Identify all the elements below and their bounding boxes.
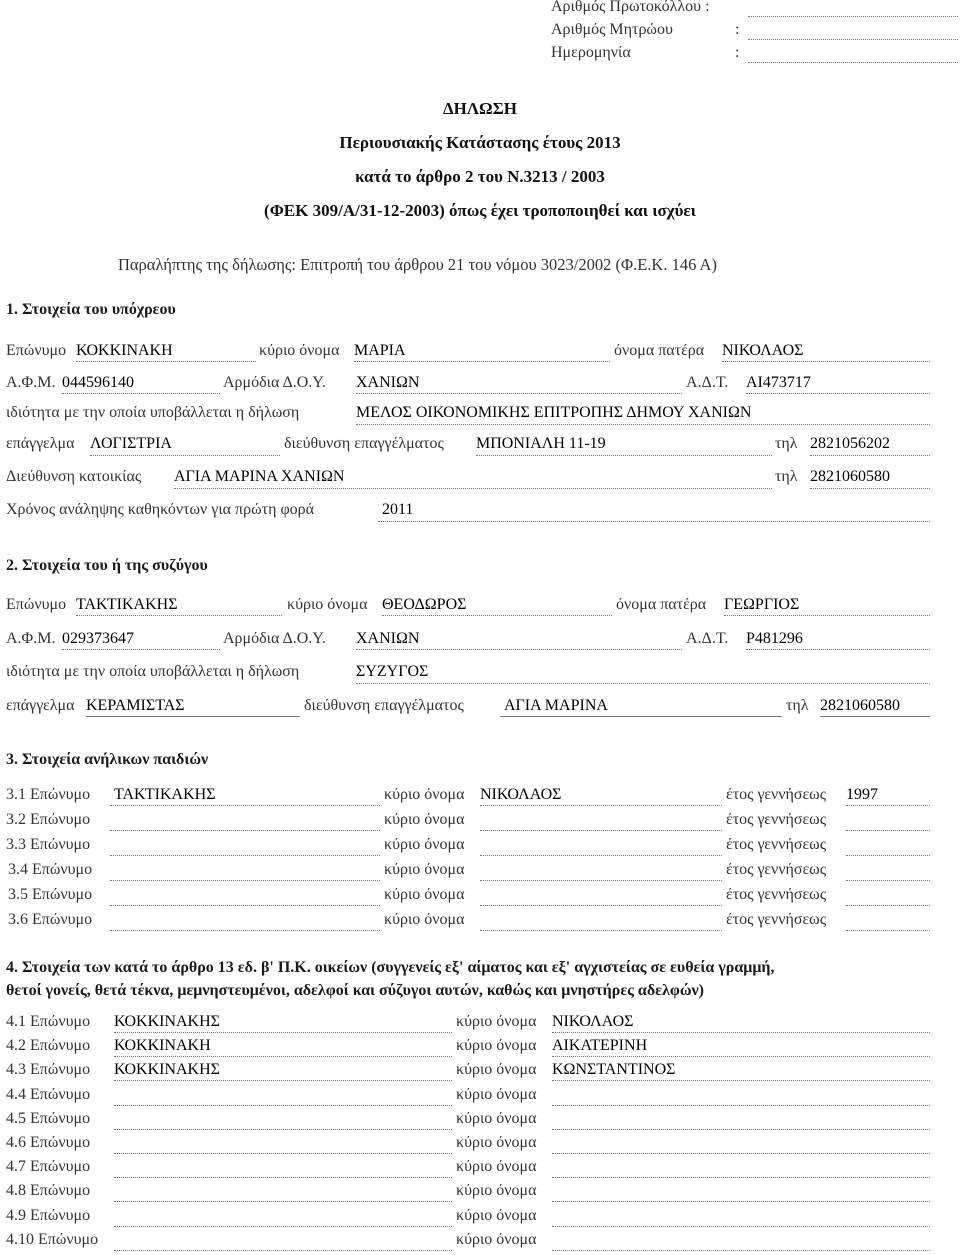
relative-first-name-label: κύριο όνομα [456, 1109, 537, 1127]
spouse-afm-value[interactable]: 029373647 [62, 630, 134, 647]
child-birth-year-label: έτος γεννήσεως [726, 836, 827, 853]
relative-first-name-value[interactable]: ΚΩΝΣΤΑΝΤΙΝΟΣ [552, 1061, 676, 1079]
relative-first-name-underline [552, 1177, 930, 1178]
child-surname-value[interactable]: ΤΑΚΤΙΚΑΚΗΣ [114, 786, 216, 803]
child-birth-year-underline [846, 855, 930, 856]
date-field[interactable] [748, 62, 958, 63]
first-name-value[interactable]: ΜΑΡΙΑ [354, 342, 406, 359]
spouse-business-address-underline [500, 716, 782, 717]
business-phone-underline [810, 455, 930, 456]
spouse-surname-label: Επώνυμο [6, 596, 67, 613]
spouse-profession-label: επάγγελμα [6, 697, 75, 714]
child-first-name-label: κύριο όνομα [384, 836, 465, 853]
tax-office-value[interactable]: ΧΑΝΙΩΝ [356, 374, 420, 391]
spouse-father-label: όνομα πατέρα [616, 596, 707, 613]
spouse-tax-office-label: Αρμόδια Δ.Ο.Υ. [223, 630, 326, 647]
spouse-business-address-value[interactable]: ΑΓΙΑ ΜΑΡΙΝΑ [504, 697, 608, 714]
document-subtitle: Περιουσιακής Κατάστασης έτους 2013 [339, 133, 621, 152]
child-surname-label: 3.1 Επώνυμο [6, 786, 91, 803]
business-address-value[interactable]: ΜΠΟΝΙΑΛΗ 11-19 [476, 435, 606, 452]
home-phone-value[interactable]: 2821060580 [810, 468, 890, 485]
spouse-first-name-label: κύριο όνομα [287, 596, 368, 613]
relative-first-name-value[interactable]: ΑΙΚΑΤΕΡΙΝΗ [552, 1037, 648, 1055]
child-surname-underline [110, 905, 380, 906]
child-birth-year-label: έτος γεννήσεως [726, 911, 827, 928]
profession-underline [90, 455, 280, 456]
relative-surname-label: 4.8 Επώνυμο [6, 1182, 91, 1200]
relative-surname-underline [114, 1177, 452, 1178]
child-first-name-underline [480, 930, 722, 931]
relative-first-name-underline [552, 1032, 930, 1033]
protocol-number-field[interactable] [748, 16, 958, 17]
relative-first-name-underline [552, 1250, 930, 1251]
tax-office-label: Αρμόδια Δ.Ο.Υ. [223, 374, 326, 391]
relative-first-name-label: κύριο όνομα [456, 1061, 537, 1079]
capacity-underline [356, 424, 930, 425]
relative-surname-label: 4.4 Επώνυμο [6, 1085, 91, 1103]
relative-first-name-underline [552, 1080, 930, 1081]
gazette-reference: (ΦΕΚ 309/Α/31-12-2003) όπως έχει τροποποιηθεί και ισχύει [264, 201, 696, 220]
child-first-name-label: κύριο όνομα [384, 811, 465, 828]
relative-first-name-underline [552, 1056, 930, 1057]
first-name-label: κύριο όνομα [259, 342, 340, 359]
father-name-underline [722, 361, 930, 362]
profession-label: επάγγελμα [6, 435, 75, 452]
relative-surname-value[interactable]: ΚΟΚΚΙΝΑΚΗΣ [114, 1061, 220, 1079]
registry-number-field[interactable] [748, 39, 958, 40]
date-label: Ημερομηνία [551, 44, 631, 61]
relative-surname-value[interactable]: ΚΟΚΚΙΝΑΚΗΣ [114, 1013, 220, 1030]
id-card-underline [746, 393, 930, 394]
first-office-year-value[interactable]: 2011 [382, 501, 414, 518]
spouse-father-value[interactable]: ΓΕΩΡΓΙΟΣ [724, 596, 800, 613]
relative-first-name-underline [552, 1201, 930, 1202]
relative-surname-underline [114, 1105, 452, 1106]
relative-first-name-label: κύριο όνομα [456, 1182, 537, 1200]
id-card-value[interactable]: ΑΙ473717 [746, 374, 811, 391]
spouse-first-name-underline [382, 615, 612, 616]
child-first-name-underline [480, 905, 722, 906]
surname-value[interactable]: ΚΟΚΚΙΝΑΚΗ [76, 342, 173, 359]
child-first-name-underline [480, 830, 722, 831]
registry-colon: : [735, 21, 740, 38]
child-surname-label: 3.2 Επώνυμο [6, 811, 91, 828]
relative-surname-label: 4.5 Επώνυμο [6, 1109, 91, 1127]
relative-surname-label: 4.7 Επώνυμο [6, 1158, 91, 1176]
child-first-name-value[interactable]: ΝΙΚΟΛΑΟΣ [480, 786, 562, 803]
profession-value[interactable]: ΛΟΓΙΣΤΡΙΑ [90, 435, 172, 452]
relative-first-name-label: κύριο όνομα [456, 1085, 537, 1103]
relative-surname-underline [114, 1056, 452, 1057]
relative-surname-label: 4.1 Επώνυμο [6, 1013, 91, 1030]
relative-surname-underline [114, 1129, 452, 1130]
relative-surname-underline [114, 1226, 452, 1227]
relative-first-name-underline [552, 1129, 930, 1130]
home-phone-underline [810, 488, 930, 489]
relative-first-name-label: κύριο όνομα [456, 1134, 537, 1151]
relative-first-name-label: κύριο όνομα [456, 1230, 537, 1248]
recipient-line: Παραλήπτης της δήλωσης: Επιτροπή του άρθρου 21 του νόμου 3023/2002 (Φ.Ε.Κ. 146 Α) [118, 255, 717, 274]
section-4-heading: 4. Στοιχεία των κατά το άρθρο 13 εδ. β' Π.Κ. οικείων (συγγενείς εξ' αίματος και εξ' αγχιστείας σε ευθεία γραμμή, [6, 959, 775, 976]
section-4-heading-cont: θετοί γονείς, θετά τέκνα, μεμνηστευμένοι, αδελφοί και σύζυγοι αυτών, καθώς και μνηστήρες αδελφών) [6, 982, 704, 999]
child-surname-label: 3.4 Επώνυμο [8, 861, 93, 878]
spouse-surname-underline [76, 615, 282, 616]
capacity-label: ιδιότητα με την οποία υποβάλλεται η δήλωση [6, 404, 300, 421]
child-birth-year-label: έτος γεννήσεως [726, 886, 827, 903]
child-surname-underline [110, 830, 380, 831]
child-first-name-underline [480, 880, 722, 881]
section-3-heading: 3. Στοιχεία ανήλικων παιδιών [6, 751, 209, 768]
spouse-business-address-label: διεύθυνση επαγγέλματος [304, 697, 464, 714]
business-address-label: διεύθυνση επαγγέλματος [284, 435, 444, 452]
home-address-label: Διεύθυνση κατοικίας [6, 468, 142, 485]
relative-first-name-underline [552, 1153, 930, 1154]
child-surname-label: 3.6 Επώνυμο [8, 911, 93, 928]
capacity-value[interactable]: ΜΕΛΟΣ ΟΙΚΟΝΟΜΙΚΗΣ ΕΠΙΤΡΟΠΗΣ ΔΗΜΟΥ ΧΑΝΙΩΝ [356, 404, 752, 421]
id-card-label: Α.Δ.Τ. [686, 374, 729, 391]
child-first-name-label: κύριο όνομα [384, 911, 465, 928]
child-birth-year-underline [846, 830, 930, 831]
child-birth-year-underline [846, 880, 930, 881]
relative-first-name-underline [552, 1226, 930, 1227]
spouse-surname-value[interactable]: ΤΑΚΤΙΚΑΚΗΣ [76, 596, 178, 613]
surname-underline [76, 361, 256, 362]
spouse-id-card-underline [746, 649, 930, 650]
section-2-heading: 2. Στοιχεία του ή της συζύγου [6, 557, 208, 574]
child-first-name-label: κύριο όνομα [384, 786, 465, 803]
surname-label: Επώνυμο [6, 342, 67, 359]
relative-surname-underline [114, 1153, 452, 1154]
child-surname-underline [110, 880, 380, 881]
relative-first-name-label: κύριο όνομα [456, 1206, 537, 1224]
afm-underline [62, 393, 220, 394]
child-first-name-underline [480, 855, 722, 856]
first-office-year-label: Χρόνος ανάληψης καθηκόντων για πρώτη φορά [6, 501, 315, 518]
home-address-value[interactable]: ΑΓΙΑ ΜΑΡΙΝΑ ΧΑΝΙΩΝ [174, 468, 345, 485]
section-1-heading: 1. Στοιχεία του υπόχρεου [6, 301, 176, 318]
date-colon: : [735, 44, 740, 61]
child-birth-year-label: έτος γεννήσεως [726, 786, 827, 803]
relative-first-name-label: κύριο όνομα [456, 1037, 537, 1055]
relative-surname-label: 4.2 Επώνυμο [6, 1037, 91, 1055]
relative-first-name-underline [552, 1105, 930, 1106]
relative-surname-label: 4.3 Επώνυμο [6, 1061, 91, 1079]
spouse-first-name-value[interactable]: ΘΕΟΔΩΡΟΣ [382, 596, 467, 613]
relative-surname-underline [114, 1032, 452, 1033]
spouse-tax-office-value[interactable]: ΧΑΝΙΩΝ [356, 630, 420, 647]
child-surname-underline [110, 805, 380, 806]
afm-label: Α.Φ.Μ. [6, 374, 56, 391]
spouse-profession-value[interactable]: ΚΕΡΑΜΙΣΤΑΣ [86, 697, 185, 714]
father-name-label: όνομα πατέρα [614, 342, 705, 359]
protocol-number-label: Αριθμός Πρωτοκόλλου : [551, 0, 710, 15]
child-birth-year-label: έτος γεννήσεως [726, 861, 827, 878]
spouse-afm-label: Α.Φ.Μ. [6, 630, 56, 647]
child-birth-year-label: έτος γεννήσεως [726, 811, 827, 828]
spouse-profession-underline [86, 716, 300, 717]
first-office-year-underline [378, 521, 930, 522]
child-first-name-label: κύριο όνομα [384, 861, 465, 878]
child-birth-year-underline [846, 930, 930, 931]
business-address-underline [476, 455, 772, 456]
spouse-father-underline [724, 615, 930, 616]
relative-first-name-label: κύριο όνομα [456, 1158, 537, 1176]
child-surname-underline [110, 855, 380, 856]
spouse-id-card-label: Α.Δ.Τ. [686, 630, 729, 647]
relative-surname-label: 4.6 Επώνυμο [6, 1134, 91, 1151]
relative-surname-underline [114, 1201, 452, 1202]
relative-surname-underline [114, 1080, 452, 1081]
spouse-id-card-value[interactable]: Ρ481296 [746, 630, 803, 647]
child-surname-label: 3.5 Επώνυμο [8, 886, 93, 903]
child-birth-year-value[interactable]: 1997 [846, 786, 878, 803]
child-surname-underline [110, 930, 380, 931]
relative-surname-value[interactable]: ΚΟΚΚΙΝΑΚΗ [114, 1037, 211, 1055]
afm-value[interactable]: 044596140 [62, 374, 134, 391]
home-address-underline [174, 488, 772, 489]
relative-first-name-label: κύριο όνομα [456, 1013, 537, 1030]
spouse-phone-underline [820, 716, 930, 717]
tax-office-underline [356, 393, 682, 394]
spouse-phone-value[interactable]: 2821060580 [820, 697, 900, 714]
father-name-value[interactable]: ΝΙΚΟΛΑΟΣ [722, 342, 804, 359]
home-phone-label: τηλ [775, 468, 798, 485]
business-phone-label: τηλ [775, 435, 798, 452]
child-first-name-underline [480, 805, 722, 806]
spouse-capacity-value[interactable]: ΣΥΖΥΓΟΣ [356, 663, 429, 680]
law-reference: κατά το άρθρο 2 του Ν.3213 / 2003 [355, 167, 605, 186]
relative-surname-label: 4.9 Επώνυμο [6, 1206, 91, 1224]
first-name-underline [354, 361, 610, 362]
child-first-name-label: κύριο όνομα [384, 886, 465, 903]
child-birth-year-underline [846, 905, 930, 906]
registry-number-label: Αριθμός Μητρώου [551, 21, 673, 38]
spouse-capacity-underline [356, 683, 930, 684]
document-title: ΔΗΛΩΣΗ [442, 99, 518, 118]
spouse-phone-label: τηλ [786, 697, 809, 714]
business-phone-value[interactable]: 2821056202 [810, 435, 890, 452]
spouse-tax-office-underline [356, 649, 682, 650]
relative-first-name-value[interactable]: ΝΙΚΟΛΑΟΣ [552, 1013, 634, 1030]
child-birth-year-underline [846, 805, 930, 806]
child-surname-label: 3.3 Επώνυμο [6, 836, 91, 853]
relative-surname-label: 4.10 Επώνυμο [6, 1230, 99, 1248]
spouse-capacity-label: ιδιότητα με την οποία υποβάλλεται η δήλωση [6, 663, 300, 680]
spouse-afm-underline [62, 649, 220, 650]
relative-surname-underline [114, 1250, 452, 1251]
